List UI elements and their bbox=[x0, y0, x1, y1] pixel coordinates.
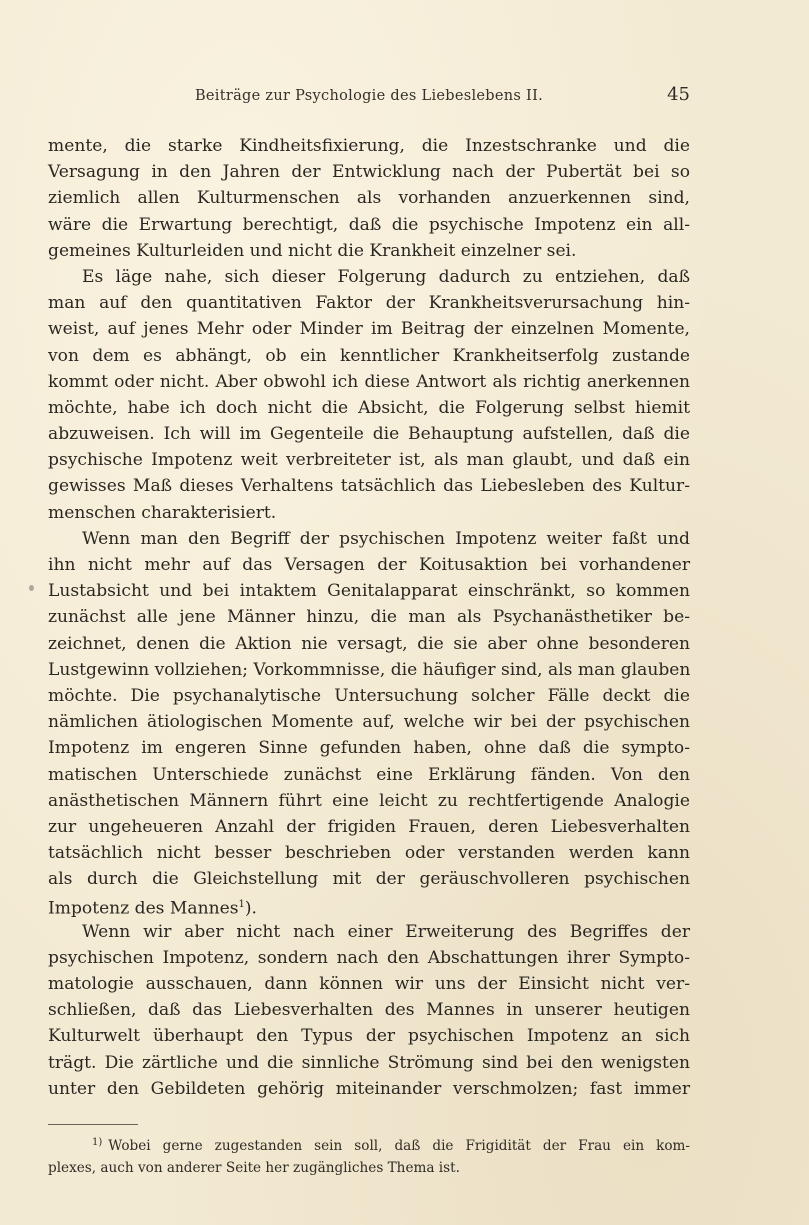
text-line: psychischen Impotenz, sondern nach den Abschattungen ihrer Sympto- bbox=[48, 947, 690, 968]
text-line-with-footnote-ref bbox=[48, 892, 690, 918]
footnote-ref-after: ). bbox=[244, 899, 257, 920]
footnote-line bbox=[48, 1132, 690, 1157]
text-line: abzuweisen. Ich will im Gegenteile die Behauptung aufstellen, daß die bbox=[48, 424, 690, 445]
text-line: zunächst alle jene Männer hinzu, die man als Psychanästhetiker be- bbox=[48, 607, 690, 628]
text-line: gemeines Kulturleiden und nicht die Krankheit einzelner sei. bbox=[48, 240, 577, 261]
text-line: mente, die starke Kindheitsfixierung, die Inzestschranke und die bbox=[48, 136, 690, 156]
text-line: schließen, daß das Liebesverhalten des Mannes in unserer heutigen bbox=[48, 1000, 690, 1021]
text-line: zur ungeheueren Anzahl der frigiden Frauen, deren Liebesverhalten bbox=[48, 816, 690, 837]
text-line: Versagung in den Jahren der Entwicklung nach der Pubertät bei so bbox=[48, 162, 690, 183]
text-line: Kulturwelt überhaupt den Typus der psychischen Impotenz an sich bbox=[48, 1026, 690, 1047]
paper-speck bbox=[29, 585, 34, 591]
text-line: Lustabsicht und bei intaktem Genitalapparat einschränkt, so kommen bbox=[48, 581, 690, 602]
text-line: matischen Unterschiede zunächst eine Erklärung fänden. Von den bbox=[48, 764, 690, 785]
text-line: Impotenz im engeren Sinne gefunden haben, ohne daß die sympto- bbox=[48, 738, 690, 759]
text-line: unter den Gebildeten gehörig miteinander verschmolzen; fast immer bbox=[48, 1078, 690, 1099]
text-line: matologie ausschauen, dann können wir uns der Einsicht nicht ver- bbox=[48, 974, 690, 994]
text-line: menschen charakterisiert. bbox=[48, 502, 277, 523]
text-line: gewisses Maß dieses Verhaltens tatsächlich das Liebesleben des Kultur- bbox=[48, 476, 690, 497]
body-text bbox=[48, 133, 690, 1102]
text-line: man auf den quantitativen Faktor der Krankheitsverursachung hin- bbox=[48, 293, 690, 314]
text-line-content: Impotenz des Mannes bbox=[48, 899, 239, 920]
text-line: möchte. Die psychanalytische Untersuchung solcher Fälle deckt die bbox=[48, 685, 690, 706]
text-line: ihn nicht mehr auf das Versagen der Koitusaktion bei vorhandener bbox=[48, 555, 690, 575]
text-line: von dem es abhängt, ob ein kenntlicher Krankheitserfolg zustande bbox=[48, 345, 690, 366]
text-line: psychische Impotenz weit verbreiteter ist, als man glaubt, und daß ein bbox=[48, 450, 690, 471]
footnotes bbox=[48, 1132, 690, 1179]
text-line: Wenn man den Begriff der psychischen Impotenz weiter faßt und bbox=[82, 528, 690, 549]
text-line: als durch die Gleichstellung mit der geräuschvolleren psychischen bbox=[48, 869, 690, 890]
text-line: tatsächlich nicht besser beschrieben oder verstanden werden kann bbox=[48, 843, 690, 864]
text-line: zeichnet, denen die Aktion nie versagt, die sie aber ohne besonderen bbox=[48, 633, 690, 654]
footnote-text-1: Wobei gerne zugestanden sein soll, daß die Frigidität der Frau ein kom- bbox=[108, 1138, 690, 1154]
footnote-marker bbox=[92, 1137, 102, 1148]
text-line: Es läge nahe, sich dieser Folgerung dadurch zu entziehen, daß bbox=[82, 266, 690, 287]
text-line: weist, auf jenes Mehr oder Minder im Beitrag der einzelnen Momente, bbox=[48, 319, 690, 340]
text-line: Lustgewinn vollziehen; Vorkommnisse, die häufiger sind, als man glauben bbox=[48, 659, 691, 680]
text-line: ziemlich allen Kulturmenschen als vorhanden anzuerkennen sind, bbox=[48, 188, 690, 209]
page-number: 45 bbox=[667, 84, 690, 105]
footnote-marker-paren: ) bbox=[98, 1137, 103, 1148]
running-head bbox=[48, 84, 690, 112]
text-line: anästhetischen Männern führt eine leicht zu rechtfertigende Analogie bbox=[48, 790, 690, 811]
text-line: wäre die Erwartung berechtigt, daß die psychische Impotenz ein all- bbox=[48, 214, 690, 235]
footnote-ref-marker: 1 bbox=[238, 899, 245, 911]
footnote-line: plexes, auch von anderer Seite her zugängliches Thema ist. bbox=[48, 1160, 460, 1176]
footnote-marker-number: 1 bbox=[92, 1137, 99, 1148]
running-title: Beiträge zur Psychologie des Liebeslebens II. bbox=[194, 88, 544, 104]
text-line: trägt. Die zärtliche und die sinnliche Strömung sind bei den wenigsten bbox=[48, 1052, 690, 1073]
text-line: Wenn wir aber nicht nach einer Erweiterung des Begriffes der bbox=[82, 921, 690, 942]
text-line: möchte, habe ich doch nicht die Absicht, die Folgerung selbst hiemit bbox=[48, 397, 690, 418]
text-line: kommt oder nicht. Aber obwohl ich diese Antwort als richtig anerkennen bbox=[48, 371, 690, 392]
text-line: nämlichen ätiologischen Momente auf, welche wir bei der psychischen bbox=[48, 712, 690, 733]
pencil-underline bbox=[48, 1124, 138, 1125]
